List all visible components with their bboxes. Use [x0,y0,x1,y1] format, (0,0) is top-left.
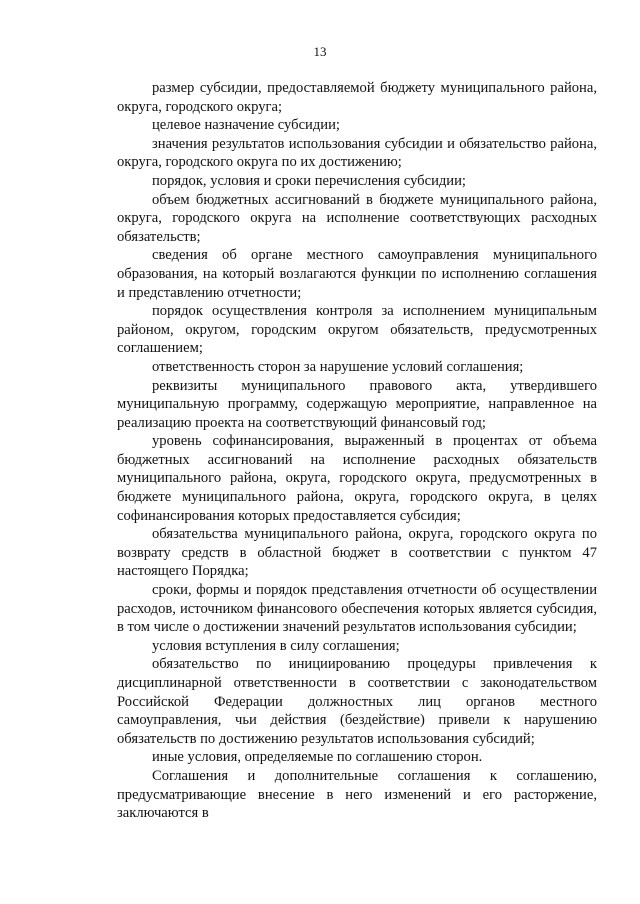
paragraph-refund-obligations: обязательства муниципального района, округа, городского округа по возврату средств в областной бюджет в соответствии с пунктом 47 настоящего Порядка; [117,526,597,580]
page-number: 13 [313,44,327,59]
paragraph-disciplinary-obligation: обязательство по инициированию процедуры привлечения к дисциплинарной ответственности в соответствии с законодательством Российской Федерации должностных лиц органов местного самоуправления, чьи действия (бездействие) привели к нарушению обязательств по достижению результатов использования субсидий; [117,656,597,747]
paragraph-control-procedure: порядок осуществления контроля за исполнением муниципальным районом, округом, городским округом обязательств, предусмотренных соглашением; [117,303,597,357]
paragraph-cofinancing-level: уровень софинансирования, выраженный в процентах от объема бюджетных ассигнований на исполнение расходных обязательств муниципального района, округа, городского округа, предусмотренных в бюджете муниципального района, округа, городского округа, в целях софинансирования которых предоставляется субсидия; [117,433,597,524]
paragraph-local-authority-info: сведения об органе местного самоуправления муниципального образования, на который возлагаются функции по исполнению соглашения и представлению отчетности; [117,247,597,301]
paragraph-budget-allocations: объем бюджетных ассигнований в бюджете муниципального района, округа, городского округа на исполнение соответствующих расходных обязательств; [117,191,597,245]
paragraph-transfer-procedure: порядок, условия и сроки перечисления субсидии; [152,172,466,189]
paragraph-result-values: значения результатов использования субсидии и обязательство района, округа, городского округа по их достижению; [117,135,597,171]
paragraph-other-conditions: иные условия, определяемые по соглашению сторон. [152,749,483,766]
paragraph-subsidy-amount: размер субсидии, предоставляемой бюджету муниципального района, округа, городского округа; [117,80,597,115]
paragraph-reporting: сроки, формы и порядок представления отчетности об осуществлении расходов, источником финансового обеспечения которых является субсидия, в том числе о достижении значений результатов использования субсидии; [117,582,597,636]
paragraph-legal-act-details: реквизиты муниципального правового акта, утвердившего муниципальную программу, содержащую мероприятие, направленное на реализацию проекта на соответствующий финансовый год; [117,377,597,431]
paragraph-agreements-amendments: Соглашения и дополнительные соглашения к соглашению, предусматривающие внесение в него изменений и его расторжение, заключаются в [117,767,597,822]
document-body [117,79,597,823]
paragraph-subsidy-purpose: целевое назначение субсидии; [152,117,340,134]
paragraph-responsibility: ответственность сторон за нарушение условий соглашения; [152,358,524,375]
paragraph-entry-into-force: условия вступления в силу соглашения; [152,637,400,654]
